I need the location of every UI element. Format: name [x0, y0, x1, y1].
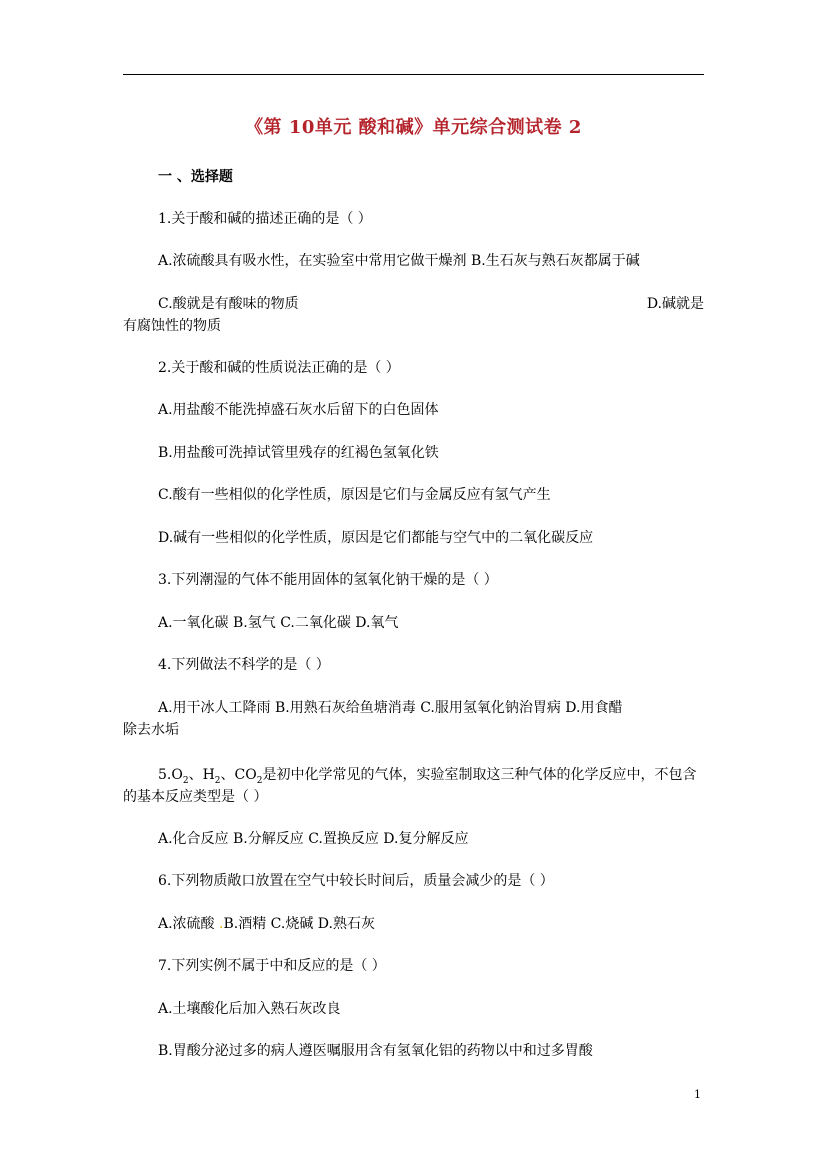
- question-4-stem: 4.下列做法不科学的是（ ）: [158, 657, 330, 673]
- question-2-option-c: C.酸有一些相似的化学性质，原因是它们与金属反应有氢气产生: [158, 487, 551, 503]
- page-title: 《第 10单元 酸和碱》单元综合测试卷 2: [245, 117, 582, 138]
- header-rule: [123, 74, 704, 75]
- question-5-stem-continued: 的基本反应类型是（ ）: [123, 789, 268, 805]
- question-3-options: A.一氧化碳 B.氢气 C.二氧化碳 D.氧气: [158, 615, 399, 631]
- section-heading: 一 、选择题: [158, 169, 233, 185]
- question-7-option-b: B.胃酸分泌过多的病人遵医嘱服用含有氢氧化铝的药物以中和过多胃酸: [158, 1043, 593, 1059]
- question-1-options-ab: A.浓硫酸具有吸水性，在实验室中常用它做干燥剂 B.生石灰与熟石灰都属于碱: [158, 253, 640, 269]
- question-1-option-d: D.碱就是: [646, 296, 704, 312]
- question-6-options: A.浓硫酸 .B.酒精 C.烧碱 D.熟石灰: [158, 916, 375, 932]
- question-1-stem: 1.关于酸和碱的描述正确的是（ ）: [158, 211, 372, 227]
- question-2-option-b: B.用盐酸可洗掉试管里残存的红褐色氢氧化铁: [158, 445, 439, 461]
- question-2-stem: 2.关于酸和碱的性质说法正确的是（ ）: [158, 360, 400, 376]
- page-number: 1: [694, 1088, 701, 1101]
- question-1-option-d-continued: 有腐蚀性的物质: [123, 318, 221, 334]
- question-5-options: A.化合反应 B.分解反应 C.置换反应 D.复分解反应: [158, 831, 469, 847]
- question-7-stem: 7.下列实例不属于中和反应的是（ ）: [158, 958, 386, 974]
- question-2-option-d: D.碱有一些相似的化学性质，原因是它们都能与空气中的二氧化碳反应: [158, 530, 594, 546]
- question-4-options-continued: 除去水垢: [123, 722, 179, 738]
- question-7-option-a: A.土壤酸化后加入熟石灰改良: [158, 1001, 341, 1017]
- question-6-stem: 6.下列物质敞口放置在空气中较长时间后，质量会减少的是（ ）: [158, 873, 554, 889]
- question-1-option-c: C.酸就是有酸味的物质: [158, 296, 299, 312]
- question-3-stem: 3.下列潮湿的气体不能用固体的氢氧化钠干燥的是（ ）: [158, 572, 498, 588]
- question-2-option-a: A.用盐酸不能洗掉盛石灰水后留下的白色固体: [158, 402, 439, 418]
- question-5-stem: $5.O_2$、$H_2$、$CO_2$是初中化学常见的气体，实验室制取这三种气体的化学反应中，不包含: [158, 767, 697, 786]
- question-4-options: A.用干冰人工降雨 B.用熟石灰给鱼塘消毒 C.服用氢氧化钠治胃病 D.用食醋: [158, 700, 623, 716]
